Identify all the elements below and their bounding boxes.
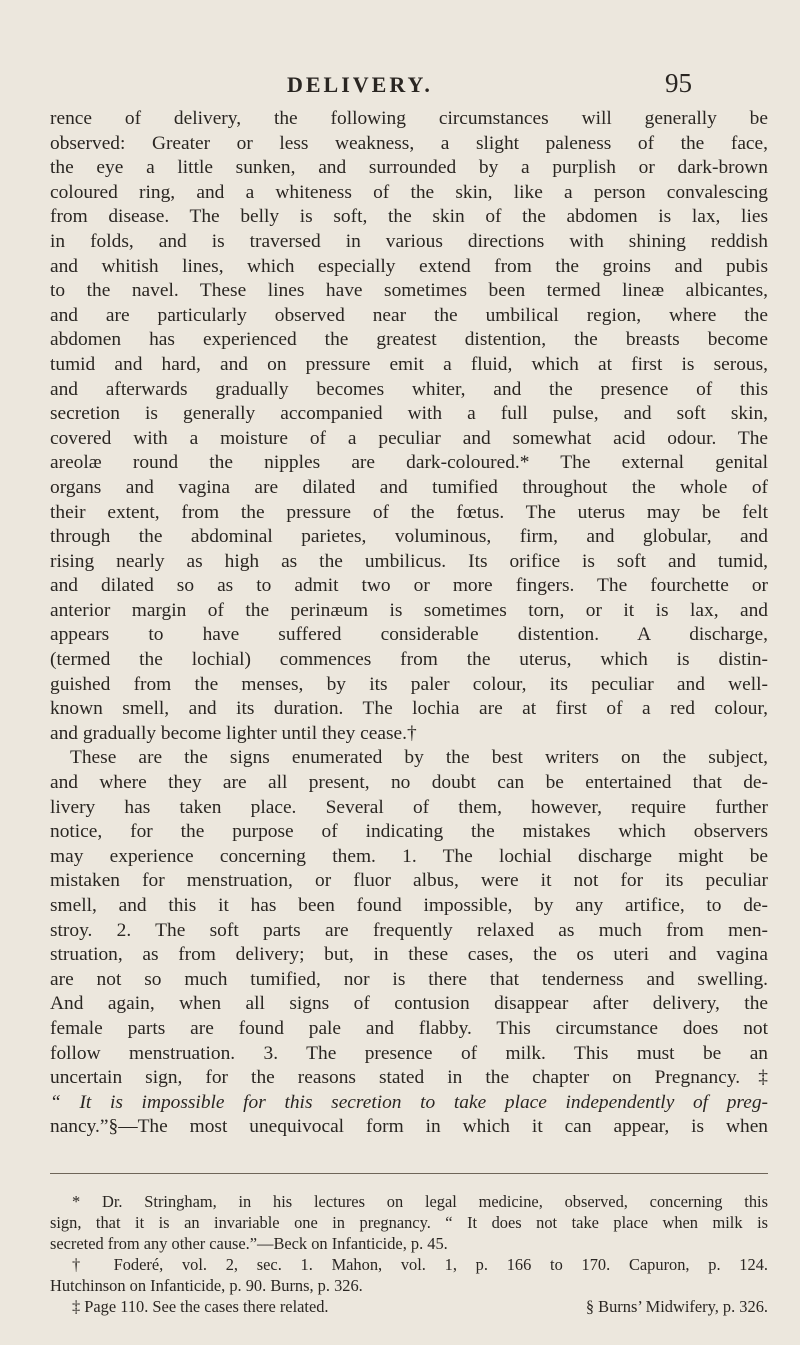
text-line: uncertain sign, for the reasons stated in the chapter on Pregnancy.‡ [50, 1067, 768, 1089]
text-line: (termed the lochial) commences from the uterus, which is distin- [50, 649, 768, 671]
text-line: the eye a little sunken, and surrounded by a purplish or dark-brown [50, 157, 768, 179]
footnotes [50, 1191, 768, 1317]
text-line: mistaken for menstruation, or fluor albus, were it not for its peculiar [50, 870, 768, 892]
text-line: anterior margin of the perinæum is sometimes torn, or it is lax, and [50, 599, 768, 621]
text-line: and gradually become lighter until they cease.† [50, 722, 417, 744]
text-line: and where they are all present, no doubt can be entertained that de- [50, 772, 768, 794]
text-line: from disease. The belly is soft, the skin of the abdomen is lax, lies [50, 206, 768, 228]
text-line: guished from the menses, by its paler colour, its peculiar and well- [50, 673, 768, 695]
footnote-line: Hutchinson on Infanticide, p. 90. Burns, p. 326. [50, 1276, 363, 1295]
text-line: in folds, and is traversed in various directions with shining reddish [50, 230, 768, 252]
text-line: and afterwards gradually becomes whiter, and the presence of this [50, 378, 768, 400]
page-number: 95 [665, 68, 692, 98]
footnote-pair [50, 1296, 768, 1317]
text-line: These are the signs enumerated by the best writers on the subject, [70, 747, 768, 769]
text-line: secretion is generally accompanied with a full pulse, and soft skin, [50, 403, 768, 425]
text-line: follow menstruation. 3. The presence of milk. This must be an [50, 1042, 768, 1064]
running-head [232, 68, 692, 102]
footnote-line: † Foderé, vol. 2, sec. 1. Mahon, vol. 1, p. 166 to 170. Capuron, p. 124. [72, 1255, 768, 1274]
text-line: organs and vagina are dilated and tumified throughout the whole of [50, 476, 768, 498]
text-line: through the abdominal parietes, voluminous, firm, and globular, and [50, 526, 768, 548]
text-line: and are particularly observed near the umbilical region, where the [50, 304, 768, 326]
text-line: rence of delivery, the following circumstances will generally be [50, 108, 768, 129]
text-line: tumid and hard, and on pressure emit a fluid, which at first is serous, [50, 353, 768, 375]
text-line: nancy.”§—The most unequivocal form in which it can appear, is when [50, 1116, 768, 1138]
text-line: female parts are found pale and flabby. This circumstance does not [50, 1017, 768, 1039]
text-line: livery has taken place. Several of them, however, require further [50, 796, 768, 818]
text-line: coloured ring, and a whiteness of the skin, like a person convalescing [50, 181, 768, 203]
text-line: abdomen has experienced the greatest distention, the breasts become [50, 329, 768, 351]
footnote-divider [50, 1173, 768, 1174]
body-text [50, 107, 768, 1140]
text-line: struation, as from delivery; but, in these cases, the os uteri and vagina [50, 944, 768, 966]
footnote-line: sign, that it is an invariable one in pregnancy. “ It does not take place when milk is [50, 1213, 768, 1232]
text-line: And again, when all signs of contusion disappear after delivery, the [50, 993, 768, 1015]
text-line: rising nearly as high as the umbilicus. Its orifice is soft and tumid, [50, 550, 768, 572]
text-line: may experience concerning them. 1. The lochial discharge might be [50, 845, 768, 867]
footnote-line: § Burns’ Midwifery, p. 326. [585, 1297, 768, 1316]
footnote-line: ‡ Page 110. See the cases there related. [72, 1297, 329, 1316]
text-line: their extent, from the pressure of the fœtus. The uterus may be felt [50, 501, 768, 523]
footnote-line: secreted from any other cause.”—Beck on Infanticide, p. 45. [50, 1234, 448, 1253]
text-line: covered with a moisture of a peculiar and somewhat acid odour. The [50, 427, 768, 449]
text-line: and whitish lines, which especially extend from the groins and pubis [50, 255, 768, 277]
text-line: smell, and this it has been found impossible, by any artifice, to de- [50, 895, 768, 916]
running-title: DELIVERY. [287, 72, 433, 97]
footnote-line: * Dr. Stringham, in his lectures on legal medicine, observed, concerning this [72, 1192, 768, 1211]
text-line: areolæ round the nipples are dark-coloured.* The external genital [50, 452, 768, 474]
text-line: notice, for the purpose of indicating the mistakes which observers [50, 821, 768, 843]
text-line: to the navel. These lines have sometimes been termed lineæ albicantes, [50, 280, 768, 302]
text-line: “ It is impossible for this secretion to take place independently of preg- [50, 1091, 768, 1113]
text-line: stroy. 2. The soft parts are frequently relaxed as much from men- [50, 919, 768, 941]
text-line: observed: Greater or less weakness, a slight paleness of the face, [50, 132, 768, 154]
text-line: are not so much tumified, nor is there that tenderness and swelling. [50, 968, 768, 990]
text-line: appears to have suffered considerable distention. A discharge, [50, 624, 768, 646]
text-line: known smell, and its duration. The lochia are at first of a red colour, [50, 698, 768, 720]
text-line: and dilated so as to admit two or more fingers. The fourchette or [50, 575, 768, 597]
